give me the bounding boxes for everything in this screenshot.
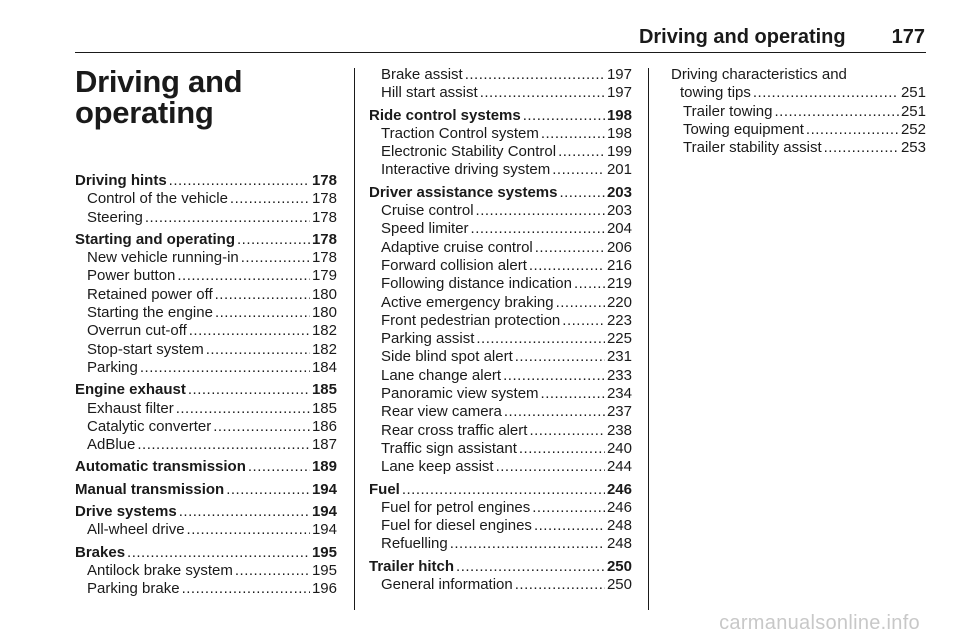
toc-entry-label: Electronic Stability Control: [381, 143, 557, 161]
toc-entry-label: Fuel for diesel engines: [381, 517, 532, 535]
dot-leader: [552, 161, 605, 179]
dot-leader: [504, 403, 605, 421]
toc-entry-label: Fuel: [369, 480, 400, 498]
toc-entry-page: 240: [606, 439, 632, 457]
toc-entry-page: 178: [311, 208, 337, 226]
toc-entry-page: 238: [606, 421, 632, 439]
toc-entry-label: Forward collision alert: [381, 256, 527, 274]
dot-leader: [824, 139, 899, 157]
dot-leader: [137, 436, 310, 454]
toc-entry[interactable]: [671, 139, 926, 157]
toc-entry-page: 195: [311, 543, 337, 561]
toc-entry-page: 195: [311, 561, 337, 579]
toc-entry-label: General information: [381, 576, 513, 594]
dot-leader: [556, 294, 605, 312]
dot-leader: [215, 286, 310, 304]
toc-entry-label: Lane change alert: [381, 366, 502, 384]
toc-chapter-entry[interactable]: [75, 172, 337, 190]
toc-entry-page: 182: [311, 322, 337, 340]
toc-entry[interactable]: [369, 220, 632, 238]
dot-leader: [480, 84, 605, 102]
toc-chapter-entry[interactable]: [369, 558, 632, 576]
toc-entry[interactable]: [75, 521, 337, 539]
toc-entry[interactable]: [369, 125, 632, 143]
toc-entry-label: Towing equipment: [683, 120, 804, 138]
toc-entry-page: 246: [606, 480, 632, 498]
dot-leader: [169, 172, 310, 190]
toc-entry-label: Trailer stability assist: [683, 139, 822, 157]
dot-leader: [562, 312, 605, 330]
dot-leader: [241, 249, 310, 267]
toc-entry-page: 197: [606, 66, 632, 83]
toc-chapter-entry[interactable]: [75, 231, 337, 249]
toc-entry[interactable]: [369, 84, 632, 102]
toc-entry-page: 178: [311, 249, 337, 267]
toc-column-1: [75, 66, 337, 599]
dot-leader: [515, 348, 605, 366]
toc-entry-page: 178: [311, 172, 337, 189]
toc-entry[interactable]: [75, 562, 337, 580]
toc-entry[interactable]: [369, 202, 632, 220]
toc-list-3: [671, 66, 926, 157]
toc-entry-label: Starting and operating: [75, 230, 236, 248]
toc-entry-page: 246: [606, 498, 632, 516]
toc-entry[interactable]: [369, 458, 632, 476]
toc-entry-label: Drive systems: [75, 503, 177, 521]
toc-entry-label: Brake assist: [381, 66, 463, 83]
toc-entry-label: Parking assist: [381, 330, 475, 348]
toc-entry-label: New vehicle running-in: [87, 249, 239, 267]
column-divider-2: [648, 68, 649, 610]
toc-entry-label: Fuel for petrol engines: [381, 498, 531, 516]
toc-entry-page: 223: [606, 311, 632, 329]
toc-entry[interactable]: [75, 418, 337, 436]
toc-entry-label: Power button: [87, 267, 176, 285]
dot-leader: [523, 107, 605, 125]
toc-entry[interactable]: [75, 304, 337, 322]
toc-entry-label: Panoramic view system: [381, 385, 539, 403]
toc-entry-page: 201: [606, 161, 632, 179]
toc-entry-label: Engine exhaust: [75, 381, 186, 399]
toc-entry-page: 250: [606, 576, 632, 594]
toc-entry[interactable]: [369, 403, 632, 421]
toc-entry-label: Control of the vehicle: [87, 190, 228, 208]
toc-entry-page: 250: [606, 557, 632, 575]
toc-entry-page: 206: [606, 238, 632, 256]
toc-entry[interactable]: [369, 535, 632, 553]
toc-entry-page: 248: [606, 535, 632, 553]
toc-entry-page: 180: [311, 304, 337, 322]
dot-leader: [402, 481, 605, 499]
dot-leader: [188, 381, 310, 399]
dot-leader: [753, 84, 899, 102]
toc-entry[interactable]: [369, 348, 632, 366]
toc-entry-label: All-wheel drive: [87, 521, 185, 539]
dot-leader: [476, 330, 605, 348]
toc-entry-page: 203: [606, 202, 632, 220]
toc-entry-page: 244: [606, 458, 632, 476]
dot-leader: [230, 190, 310, 208]
toc-entry[interactable]: [75, 249, 337, 267]
dot-leader: [235, 562, 310, 580]
toc-entry[interactable]: [75, 400, 337, 418]
toc-entry-label: Manual transmission: [75, 480, 225, 498]
toc-chapter-entry[interactable]: [369, 184, 632, 202]
chapter-title-line-2: operating: [75, 95, 214, 130]
dot-leader: [496, 458, 605, 476]
toc-entry[interactable]: [671, 84, 926, 102]
dot-leader: [248, 458, 310, 476]
toc-entry-label: Traction Control system: [381, 124, 539, 142]
toc-entry[interactable]: [75, 322, 337, 340]
toc-entry-label: Exhaust filter: [87, 399, 174, 417]
toc-entry[interactable]: [75, 359, 337, 377]
toc-entry-page: 253: [900, 139, 926, 157]
dot-leader: [541, 125, 605, 143]
dot-leader: [450, 535, 605, 553]
dot-leader: [476, 202, 605, 220]
toc-entry-page: 185: [311, 399, 337, 417]
toc-entry-page: 252: [900, 120, 926, 138]
toc-column-2: [369, 66, 632, 594]
toc-entry[interactable]: [369, 275, 632, 293]
toc-entry-label: Front pedestrian protection: [381, 311, 561, 329]
toc-entry-label: Refuelling: [381, 535, 448, 553]
toc-entry-label: Trailer towing: [683, 102, 773, 120]
dot-leader: [140, 359, 310, 377]
toc-entry-page: 194: [311, 503, 337, 521]
toc-entry[interactable]: [369, 312, 632, 330]
toc-entry[interactable]: [75, 580, 337, 598]
toc-entry[interactable]: [369, 422, 632, 440]
toc-entry-label: Interactive driving system: [381, 161, 551, 179]
toc-entry-label: Trailer hitch: [369, 557, 455, 575]
toc-entry[interactable]: [75, 436, 337, 454]
toc-entry[interactable]: [369, 440, 632, 458]
toc-entry[interactable]: [369, 385, 632, 403]
dot-leader: [535, 239, 605, 257]
header-rule: [75, 52, 926, 53]
toc-entry-label: Speed limiter: [381, 220, 469, 238]
toc-entry-page: 197: [606, 84, 632, 102]
toc-entry[interactable]: [369, 161, 632, 179]
dot-leader: [529, 257, 605, 275]
toc-chapter-entry[interactable]: [75, 481, 337, 499]
toc-entry-label: Automatic transmission: [75, 458, 246, 476]
toc-entry-label: Catalytic converter: [87, 417, 212, 435]
toc-entry-page: 234: [606, 385, 632, 403]
toc-entry-page: 178: [311, 230, 337, 248]
toc-entry[interactable]: [75, 267, 337, 285]
page-header: [0, 26, 925, 50]
dot-leader: [237, 231, 310, 249]
toc-entry-page: 194: [311, 480, 337, 498]
toc-entry-label: Steering: [87, 208, 143, 226]
toc-entry-page: 196: [311, 580, 337, 598]
toc-entry-label: Adaptive cruise control: [381, 238, 533, 256]
toc-chapter-entry[interactable]: [75, 458, 337, 476]
toc-entry[interactable]: [671, 103, 926, 121]
toc-entry[interactable]: [369, 330, 632, 348]
toc-list-1: [75, 172, 337, 599]
chapter-title-line-1: Driving and: [75, 64, 243, 99]
dot-leader: [213, 418, 310, 436]
toc-entry-label: AdBlue: [87, 436, 136, 454]
dot-leader: [189, 322, 310, 340]
dot-leader: [532, 499, 605, 517]
toc-entry-page: 225: [606, 330, 632, 348]
toc-entry-page: 179: [311, 267, 337, 285]
toc-chapter-entry[interactable]: [369, 107, 632, 125]
toc-entry-page: 182: [311, 340, 337, 358]
toc-entry-page: 231: [606, 348, 632, 366]
toc-entry-label: Starting the engine: [87, 304, 213, 322]
toc-entry-page: 186: [311, 417, 337, 435]
toc-entry-label: Driving hints: [75, 172, 167, 189]
toc-entry[interactable]: [75, 341, 337, 359]
toc-entry[interactable]: [369, 499, 632, 517]
toc-entry[interactable]: [369, 257, 632, 275]
dot-leader: [145, 209, 310, 227]
toc-entry-label: Cruise control: [381, 202, 474, 220]
toc-entry[interactable]: [671, 121, 926, 139]
toc-entry-page: 189: [311, 458, 337, 476]
toc-entry-label: Overrun cut-off: [87, 322, 187, 340]
toc-entry-page: 237: [606, 403, 632, 421]
dot-leader: [182, 580, 310, 598]
dot-leader: [559, 184, 605, 202]
toc-column-3: [671, 66, 926, 157]
toc-chapter-entry[interactable]: [75, 544, 337, 562]
toc-entry-label: Stop-start system: [87, 340, 204, 358]
toc-entry[interactable]: [369, 239, 632, 257]
dot-leader: [215, 304, 310, 322]
toc-entry-label: Brakes: [75, 543, 126, 561]
toc-entry-page: 198: [606, 124, 632, 142]
toc-entry-page: 185: [311, 381, 337, 399]
dot-leader: [187, 521, 310, 539]
dot-leader: [541, 385, 605, 403]
dot-leader: [806, 121, 899, 139]
toc-entry-page: 248: [606, 517, 632, 535]
chapter-title: [75, 66, 337, 128]
toc-entry-label: Active emergency braking: [381, 293, 554, 311]
header-section-title: Driving and operating: [638, 26, 846, 48]
toc-entry-label: Side blind spot alert: [381, 348, 513, 366]
dot-leader: [558, 143, 605, 161]
toc-chapter-entry[interactable]: [75, 503, 337, 521]
dot-leader: [503, 367, 605, 385]
dot-leader: [774, 103, 898, 121]
toc-entry-label: Following distance indication: [381, 275, 572, 293]
toc-chapter-entry[interactable]: [75, 381, 337, 399]
toc-entry[interactable]: [369, 143, 632, 161]
header-page-number: 177: [891, 26, 925, 48]
dot-leader: [574, 275, 605, 293]
toc-entry-page: 203: [606, 183, 632, 201]
dot-leader: [529, 422, 605, 440]
toc-entry[interactable]: [75, 190, 337, 208]
toc-entry-page: 198: [606, 106, 632, 124]
toc-entry-label: Traffic sign assistant: [381, 439, 517, 457]
toc-entry[interactable]: [369, 576, 632, 594]
toc-entry-label: Lane keep assist: [381, 458, 494, 476]
watermark: carmanualsonline.info: [719, 612, 920, 634]
toc-entry-page: 178: [311, 190, 337, 208]
toc-entry-page: 251: [900, 102, 926, 120]
dot-leader: [177, 267, 310, 285]
toc-entry-page: 233: [606, 366, 632, 384]
toc-entry-label: Retained power off: [87, 285, 213, 303]
toc-entry[interactable]: [75, 286, 337, 304]
dot-leader: [456, 558, 605, 576]
dot-leader: [515, 576, 605, 594]
toc-entry-page: 219: [606, 275, 632, 293]
toc-entry-label: Parking: [87, 358, 138, 376]
dot-leader: [465, 66, 605, 84]
toc-entry-label: Rear view camera: [381, 403, 502, 421]
dot-leader: [226, 481, 310, 499]
toc-entry-label: Parking brake: [87, 580, 180, 598]
toc-entry[interactable]: [369, 367, 632, 385]
toc-entry-label: Rear cross traffic alert: [381, 421, 528, 439]
toc-entry-page: 220: [606, 293, 632, 311]
column-divider-1: [354, 68, 355, 610]
dot-leader: [127, 544, 310, 562]
toc-entry[interactable]: [369, 294, 632, 312]
toc-entry-label: towing tips: [680, 84, 751, 102]
toc-entry-label-line[interactable]: Driving characteristics and: [671, 66, 847, 83]
toc-entry-label: Hill start assist: [381, 84, 478, 102]
dot-leader: [519, 440, 605, 458]
toc-entry-page: 199: [606, 143, 632, 161]
dot-leader: [471, 220, 605, 238]
dot-leader: [176, 400, 310, 418]
toc-entry-label: Driver assistance systems: [369, 183, 558, 201]
toc-entry-page: 216: [606, 256, 632, 274]
toc-entry-page: 187: [311, 436, 337, 454]
dot-leader: [179, 503, 310, 521]
dot-leader: [206, 341, 310, 359]
toc-entry[interactable]: [369, 66, 632, 84]
toc-entry-label: Antilock brake system: [87, 561, 233, 579]
toc-entry-page: 180: [311, 285, 337, 303]
toc-list-2: [369, 66, 632, 594]
toc-entry-page: 204: [606, 220, 632, 238]
toc-entry-page: 194: [311, 521, 337, 539]
toc-entry-page: 184: [311, 358, 337, 376]
toc-entry-label: Ride control systems: [369, 106, 521, 124]
dot-leader: [534, 517, 605, 535]
toc-entry[interactable]: [369, 517, 632, 535]
toc-chapter-entry[interactable]: [369, 481, 632, 499]
toc-entry[interactable]: [75, 209, 337, 227]
toc-entry-page: 251: [900, 84, 926, 102]
